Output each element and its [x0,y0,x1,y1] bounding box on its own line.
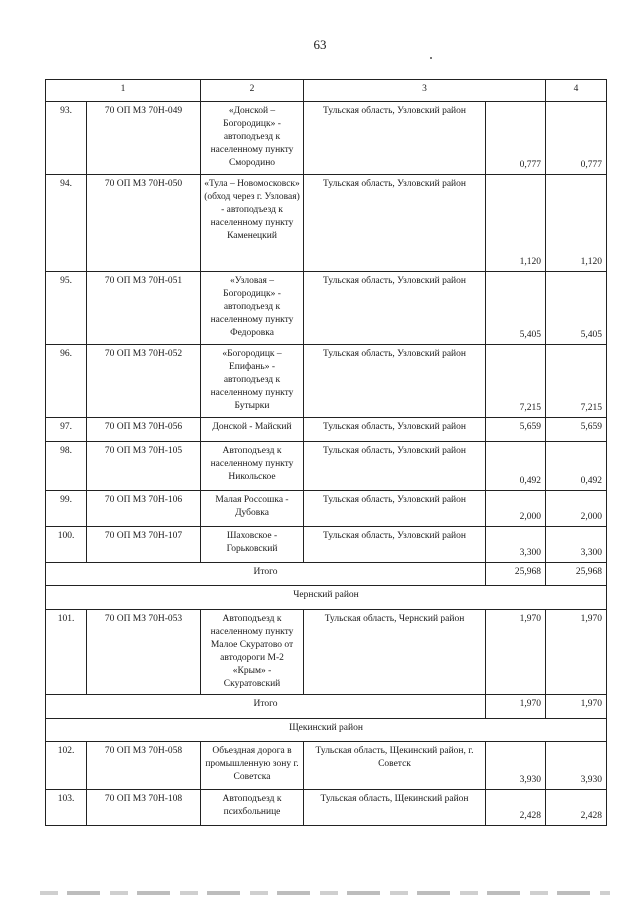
road-location: Тульская область, Щекинский район [304,790,486,826]
road-length-a: 2,000 [486,491,546,527]
total-label: Итого [46,695,486,719]
header-col-1: 1 [46,80,201,102]
table-row [46,790,607,826]
row-number: 100. [46,527,87,563]
total-length-a: 25,968 [486,563,546,586]
road-length-a: 3,300 [486,527,546,563]
road-length-a: 5,405 [486,272,546,345]
header-col-4: 4 [546,80,607,102]
road-length-b: 5,405 [546,272,607,345]
row-number: 101. [46,610,87,695]
row-number: 94. [46,175,87,272]
road-location: Тульская область, Узловский район [304,102,486,175]
road-name: Автоподъезд к психбольнице [201,790,304,826]
road-length-b: 3,930 [546,742,607,790]
header-col-3: 3 [304,80,546,102]
roads-table [45,79,607,826]
road-code: 70 ОП МЗ 70Н-053 [87,610,201,695]
road-name: Объездная дорога в промышленную зону г. Советска [201,742,304,790]
table-row [46,175,607,272]
table-row [46,345,607,418]
header-col-2: 2 [201,80,304,102]
road-length-b: 1,970 [546,610,607,695]
table-row [46,102,607,175]
road-code: 70 ОП МЗ 70Н-049 [87,102,201,175]
table-row [46,527,607,563]
road-name: Автоподъезд к населенному пункту Никольское [201,442,304,491]
road-location: Тульская область, Узловский район [304,345,486,418]
road-location: Тульская область, Узловский район [304,527,486,563]
road-length-a: 2,428 [486,790,546,826]
row-number: 93. [46,102,87,175]
road-location: Тульская область, Узловский район [304,175,486,272]
road-length-a: 7,215 [486,345,546,418]
road-length-b: 2,428 [546,790,607,826]
table-row [46,442,607,491]
total-length-a: 1,970 [486,695,546,719]
uzlovsky-rows [46,102,607,563]
road-location: Тульская область, Узловский район [304,272,486,345]
road-location: Тульская область, Узловский район [304,491,486,527]
road-code: 70 ОП МЗ 70Н-106 [87,491,201,527]
scan-edge-artifact [40,891,610,895]
road-name: «Тула – Новомосковск» (обход через г. Узловая) - автоподъезд к населенному пункту Каменецкий [201,175,304,272]
road-code: 70 ОП МЗ 70Н-050 [87,175,201,272]
road-location: Тульская область, Чернский район [304,610,486,695]
district-row [46,719,607,742]
road-name: Малая Россошка - Дубовка [201,491,304,527]
total-length-b: 25,968 [546,563,607,586]
table-row [46,491,607,527]
table-row [46,418,607,442]
total-label: Итого [46,563,486,586]
road-code: 70 ОП МЗ 70Н-052 [87,345,201,418]
road-length-a: 5,659 [486,418,546,442]
road-location: Тульская область, Узловский район [304,418,486,442]
district-name: Чернский район [46,586,607,610]
page-number: 63 [313,37,327,52]
road-length-b: 3,300 [546,527,607,563]
road-length-b: 7,215 [546,345,607,418]
road-length-b: 0,777 [546,102,607,175]
road-length-a: 0,777 [486,102,546,175]
total-row [46,695,607,719]
row-number: 99. [46,491,87,527]
road-length-a: 3,930 [486,742,546,790]
road-code: 70 ОП МЗ 70Н-051 [87,272,201,345]
table-row [46,272,607,345]
row-number: 96. [46,345,87,418]
road-code: 70 ОП МЗ 70Н-107 [87,527,201,563]
road-name: Автоподъезд к населенному пункту Малое Скуратово от автодороги М-2 «Крым» - Скуратовский [201,610,304,695]
road-location: Тульская область, Узловский район [304,442,486,491]
road-name: «Богородицк – Епифань» - автоподъезд к населенному пункту Бутырки [201,345,304,418]
road-length-b: 1,120 [546,175,607,272]
row-number: 98. [46,442,87,491]
road-code: 70 ОП МЗ 70Н-058 [87,742,201,790]
road-name: Шаховское - Горьковский [201,527,304,563]
table-header-row [46,80,607,102]
row-number: 102. [46,742,87,790]
row-number: 95. [46,272,87,345]
total-length-b: 1,970 [546,695,607,719]
district-row [46,586,607,610]
road-name: Донской - Майский [201,418,304,442]
road-code: 70 ОП МЗ 70Н-056 [87,418,201,442]
road-name: «Узловая – Богородицк» - автоподъезд к населенному пункту Федоровка [201,272,304,345]
table-row [46,610,607,695]
road-length-a: 1,970 [486,610,546,695]
row-number: 103. [46,790,87,826]
road-location: Тульская область, Щекинский район, г. Советск [304,742,486,790]
row-number: 97. [46,418,87,442]
road-code: 70 ОП МЗ 70Н-108 [87,790,201,826]
scan-speck [430,57,432,59]
road-code: 70 ОП МЗ 70Н-105 [87,442,201,491]
road-length-a: 0,492 [486,442,546,491]
district-name: Щекинский район [46,719,607,742]
road-length-b: 2,000 [546,491,607,527]
road-length-b: 0,492 [546,442,607,491]
table-row [46,742,607,790]
road-length-a: 1,120 [486,175,546,272]
road-name: «Донской – Богородицк» - автоподъезд к населенному пункту Смородино [201,102,304,175]
road-length-b: 5,659 [546,418,607,442]
total-row [46,563,607,586]
